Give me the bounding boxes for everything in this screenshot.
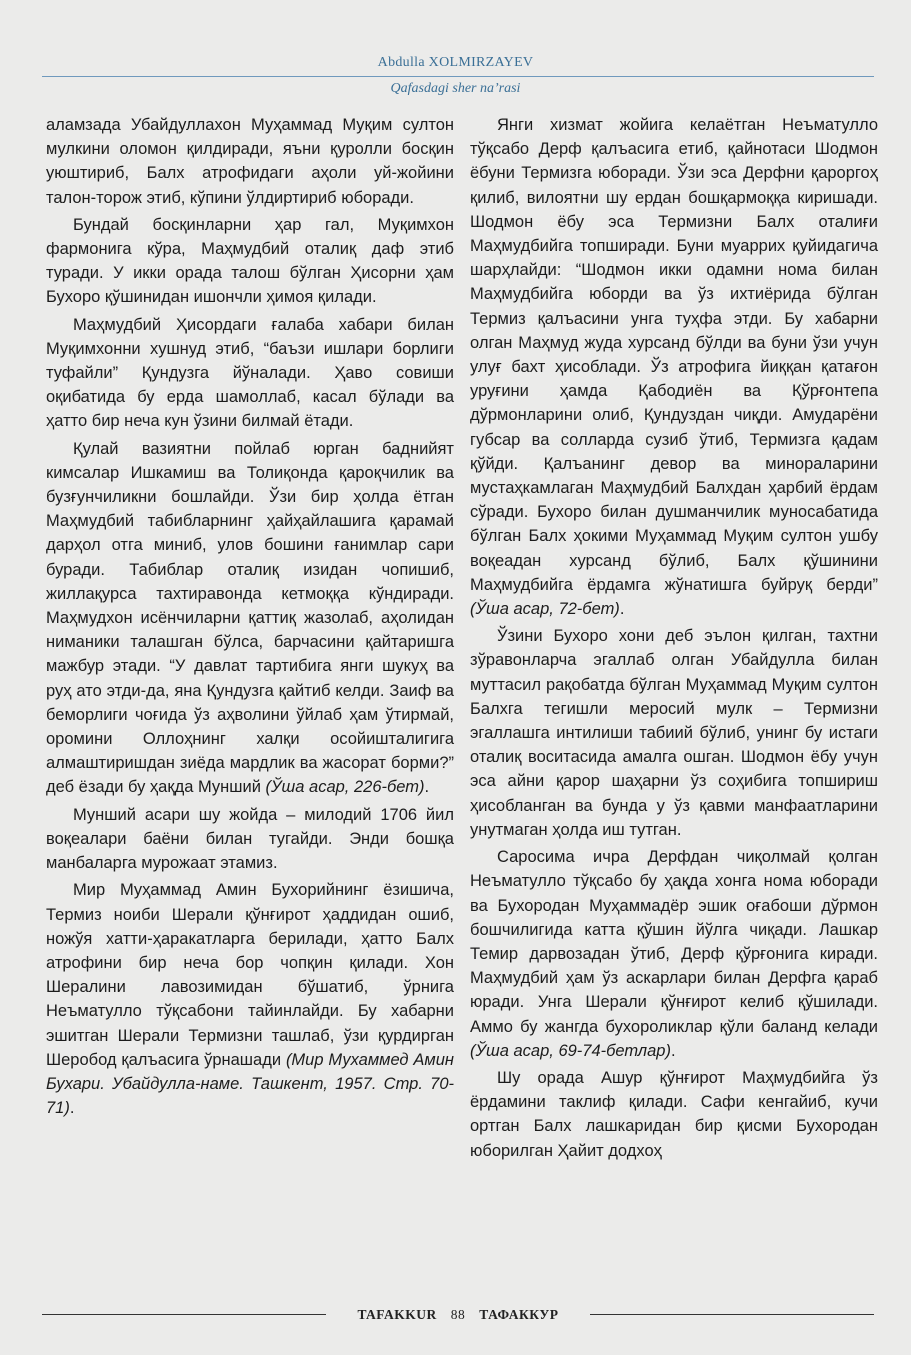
footer-rule-left bbox=[42, 1314, 326, 1315]
paragraph-text: Шу орада Ашур қўнғирот Маҳмудбийга ўз ёрдамини таклиф қилади. Сафи кенгайиб, кучи ортган Балх лашкаридан бир қисми Бухородан юборилган Ҳайит додхоҳ bbox=[470, 1068, 878, 1160]
paragraph-text: Саросима ичра Дерфдан чиқолмай қолган Неъматулло тўқсабо бу ҳақда хонга нома юборади ва Бухородан Муҳаммадёр эшик оғабоши дўрмон бошчилигида катта қўшин йўлга чиқади. Лашкар Темир дарвозадан ўтиб, Дерф қўрғонига киради. Маҳмудбий ҳам ўз аскарлари билан Дерфга қараб юради. Унга Шерали қўнғирот келиб қўшилади. Аммо бу жангда бухороликлар қўли баланд келади bbox=[470, 848, 878, 1036]
citation: (Ўша асар, 226-бет) bbox=[265, 778, 425, 797]
footer-rule-right bbox=[590, 1314, 874, 1315]
running-header bbox=[0, 54, 911, 72]
paragraph bbox=[470, 1066, 878, 1163]
article-title: Qafasdagi sher na’rasi bbox=[390, 81, 521, 96]
paragraph bbox=[46, 803, 454, 876]
paragraph-text: Бундай босқинларни ҳар гал, Муқимхон фармонига кўра, Маҳмудбий оталиқ даф этиб туради. У икки орада талош бўлган Ҳисорни ҳам Бухоро қўшинидан ишончли ҳимоя қилади. bbox=[46, 215, 454, 307]
paragraph bbox=[46, 437, 454, 800]
paragraph bbox=[46, 213, 454, 310]
header-rule bbox=[42, 76, 874, 77]
paragraph-text: Мунший асари шу жойда – милодий 1706 йил воқеалари баёни билан тугайди. Энди бошқа манбаларга мурожаат этамиз. bbox=[46, 805, 454, 873]
paragraph-text: Янги хизмат жойига келаётган Неъматулло тўқсабо Дерф қалъасига етиб, қайнотаси Шодмон ёбуни Термизга юборади. Ўзи эса Дерфни қароргоҳ қилиб, вилоятни шу ердан бошқармоққа киришади. Шодмон ёбу эса Термизни Балх оталиғи Маҳмудбийга топширади. Буни муаррих қуйидагича шарҳлайди: “Шодмон икки одамни нома билан Маҳмудбийга юборди ва ўз ихтиёрида бўлган Термиз қалъасини унга туҳфа этди. Бу хабарни олган Маҳмуд жуда хурсанд бўлди ва буни ўзи учун улуғ бахт ҳисоблади. Ўз атрофига йиққан қатағон уруғини ҳамда Қабодиён ва Қўрғонтепа дўрмонларини олиб, Қундуздан чиқди. Амударёни губсар ва солларда сузиб ўтиб, Термизга қадам қўйди. Қалъанинг девор ва минораларини мустаҳкамлаган Маҳмудбий Балхдан ҳарбий ёрдам сўради. Бухоро билан душманчилик муносабатида бўлган Балх ҳокими Муҳаммад Муқим султон ушбу воқеадан хурсанд бўлиб, Балх қўшинини Маҳмудбийга ёрдамга жўнатишга буйруқ берди” bbox=[470, 116, 878, 594]
paragraph-text: . bbox=[619, 600, 625, 619]
paragraph-text: . bbox=[424, 778, 430, 797]
page-footer bbox=[42, 1305, 874, 1325]
author-name: Abdulla XOLMIRZAYEV bbox=[377, 55, 534, 70]
page-number: 88 bbox=[450, 1307, 466, 1322]
paragraph bbox=[46, 878, 454, 1120]
paragraph bbox=[46, 313, 454, 434]
paragraph-text: Қулай вазиятни пойлаб юрган баднийят кимсалар Ишкамиш ва Толиқонда қароқчилик ва бузғунчиликни бошлайди. Ўзи бир ҳолда ётган Маҳмудбий табибларнинг ҳайҳайлашига қарамай дарҳол отга миниб, улов бошини ғанимлар сари буради. Табиблар оталиқ изидан чопишиб, жиллақурса тахтиравонда кетмоққа кўндиради. Маҳмудхон исёнчиларни қаттиқ жазолаб, аҳолидан ниманики талашган бўлса, барчасини қайтаришга мажбур этади. “У давлат тартибига янги шукуҳ ва руҳ ато этди-да, яна Қундузга қайтиб келди. Заиф ва беморлиги чоғида ўз аҳволини ўйлаб ҳам ўтирмай, оромини Оллоҳнинг халқи осойишталигига алмаштиришдан зиёда мардлик ва жасорат борми?” деб ёзади бу ҳақда Мунший bbox=[46, 439, 454, 797]
right-column bbox=[470, 113, 878, 1163]
paragraph-text: Мир Муҳаммад Амин Бухорийнинг ёзишича, Термиз ноиби Шерали қўнғирот ҳаддидан ошиб, ножўя хатти-ҳаракатларга берилади, ҳатто Балх атрофини бир неча бор чопқин қилади. Хон Шералини лавозимидан бўшатиб, ўрнига Неъматулло тўқсабони тайинлайди. Бу хабарни эшитган Шерали Термизни ташлаб, ўзи қурдирган Шеробод қалъасига ўрнашади bbox=[46, 881, 454, 1069]
paragraph-text: Маҳмудбий Ҳисордаги ғалаба хабари билан Муқимхонни хушнуд этиб, “баъзи ишлари борлиги туфайли” Қундузга йўналади. Ҳаво совиши оқибатида бу ерда шамоллаб, касал бўлади ва ҳатто бир неча кун ўзини билмай ётади. bbox=[46, 315, 454, 431]
paragraph bbox=[470, 624, 878, 842]
footer-journal-latin: TAFAKKUR bbox=[357, 1307, 437, 1322]
citation: (Ўша асар, 72-бет) bbox=[470, 600, 620, 619]
footer-text bbox=[326, 1305, 590, 1325]
citation: (Мир Мухаммед Амин Бухари. Убайдулла-наме. Ташкент, 1957. Стр. 70-71) bbox=[46, 1050, 454, 1118]
citation: (Ўша асар, 69-74-бетлар) bbox=[470, 1041, 671, 1060]
footer-journal-cyrillic: ТАФАККУР bbox=[479, 1307, 559, 1322]
paragraph-text: Ўзини Бухоро хони деб эълон қилган, тахтни зўравонларча эгаллаб олган Убайдулла билан муттасил рақобатда бўлган Муҳаммад Муқим султон Балхга тегишли меросий мулк – Термизни эгаллашга интилиши табиий бўлиб, унинг бу истаги оталиқ воситасида амалга ошган. Шодмон ёбу учун эса айни қарор шаҳарни ўз соҳибига топшириш ҳисобланган ва бунда у ўз қавми манфаатларини унутмаган ҳолда иш тутган. bbox=[470, 627, 878, 839]
paragraph bbox=[470, 113, 878, 621]
paragraph bbox=[470, 845, 878, 1063]
paragraph-text: аламзада Убайдуллахон Муҳаммад Муқим султон мулкини оломон қилдиради, яъни қуролли босқин уюштириб, Балх атрофидаги аҳоли уй-жойини талон-торож этиб, кўпини ўлдиртириб юборади. bbox=[46, 116, 454, 207]
left-column bbox=[46, 113, 454, 1120]
paragraph bbox=[46, 113, 454, 210]
paragraph-text: . bbox=[69, 1099, 75, 1118]
paragraph-text: . bbox=[670, 1041, 676, 1060]
